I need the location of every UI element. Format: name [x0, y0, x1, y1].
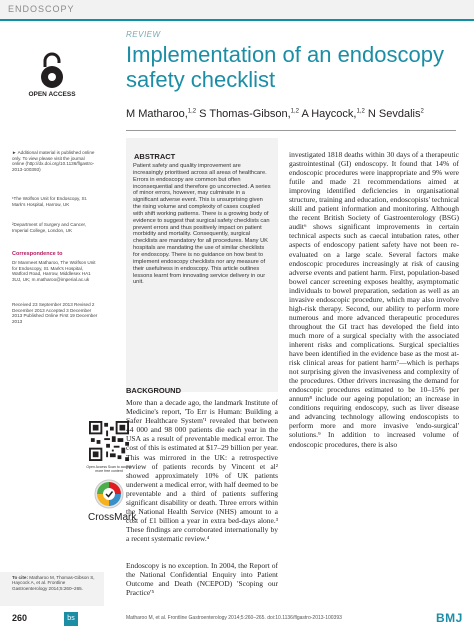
background-heading: BACKGROUND — [126, 386, 181, 395]
author-affiliation: 2 — [420, 108, 424, 115]
author-affiliation: 1,2 — [187, 108, 197, 115]
affiliation-1: ¹The Wolfson Unit for Endoscopy, St. Mark's Hospital, Harrow, UK — [12, 196, 88, 207]
supplementary-note[interactable]: ► Additional material is published online only. To view please visit the journal online (http://dx.doi.org/10.1136/flgastro-2013-100393) — [12, 150, 95, 172]
open-access-label: OPEN ACCESS — [28, 91, 76, 98]
crossmark-icon[interactable] — [94, 479, 124, 509]
citation-text: To cite: Matharoo M, Thomas-Gibson S, Haycock A, et al. Frontline Gastroenterology 2014;5:260–265. — [12, 575, 95, 591]
body-column-2: investigated 1818 deaths within 30 days of a therapeutic gastrointestinal (GI) endoscopy. It found that 14% of endoscopic procedures were inappropriate and 9% were futile and made 21 recommendations aimed at improving identified deficiencies in organisational structure, training and education, endoscopists' technical skill and patient information and monitoring. Although the recent British Society of Gastroenterology (BSG) audit⁶ shows significant improvements in certain technical aspects such as caecal intubation rates, other aspects of endoscopy patient safety have not been re-evaluated on a large scale. Several factors make endoscopic procedures increasingly at risk of causing adverse events and patient harm. First, population-based bowel cancer screening exposes healthy, asymptomatic individuals to bowel preparation, sedation as well as an invasive endoscopic procedure, which may also involve high-risk therapy. Second, our ability to perform more numerous and more advanced therapeutic procedures throughout the GI tract has developed the field into much more of a surgical specialty with the associated inherent risks and complications. Surgical specialties have been identified in the evidence base as the most at-risk clinical areas for patient harm⁷—which is perhaps not surprising given the invasiveness and complexity of the procedures. Other drivers increasing the demand for endoscopic procedures estimated to be 10–15% per annum⁸ include our ageing population; an increase in conditions requiring endoscopy, such as liver disease and advancing technology allowing endoscopists to perform more and more invasive 'endo-surgical' solutions.⁹ In addition to increased volume of endoscopic procedures, there is also — [289, 150, 459, 449]
section-label: ENDOSCOPY — [8, 4, 75, 14]
abstract-text: Patient safety and quality improvement are increasingly prioritised across all areas of healthcare. Errors in endoscopy are common but often inconsequential and therefore go uncorrected. A series of minor errors, however, may culminate in a significant adverse event. This is unsurprising given the rising volume and complexity of cases coupled with shift working patterns. There is a growing body of evidence to suggest that surgical safety checklists can prevent errors and thus positively impact on patient morbidity and mortality. Consequently, surgical checklists are mandatory for all procedures. Many UK hospitals are mandating the use of similar checklists for endoscopy. There is no guidance on how best to implement endoscopy checklists nor any measure of their usefulness in endoscopy. This article outlines lessons learnt from innovating service delivery in our unit. — [133, 163, 271, 286]
author-name: A Haycock, — [299, 108, 357, 120]
citation-box — [0, 572, 104, 606]
author-affiliation: 1,2 — [290, 108, 299, 115]
qr-code-icon[interactable] — [89, 421, 129, 461]
correspondence-title: Correspondence to — [12, 251, 63, 257]
journal-header-bar — [0, 0, 474, 20]
article-title: Implementation of an endoscopy safety checklist — [126, 42, 444, 92]
page-number: 260 — [12, 613, 28, 623]
crossmark-label: CrossMark — [88, 512, 137, 523]
open-access-icon — [38, 51, 66, 89]
abstract-box — [126, 138, 278, 392]
article-type: REVIEW — [126, 30, 161, 39]
page-footer — [0, 611, 474, 632]
author-name: M Matharoo, — [126, 108, 188, 120]
article-dates: Received 23 September 2013 Revised 2 December 2013 Accepted 3 December 2013 Published Online First 19 December 2013 — [12, 302, 98, 324]
correspondence-address: Dr Manmeet Matharoo, The Wolfson Unit for Endoscopy, St. Mark's Hospital, Watford Road, Harrow, Middlesex HA1 3UJ, UK; m.matharoo@imperial.ac.uk — [12, 260, 96, 282]
author-name: S Thomas-Gibson, — [196, 108, 291, 120]
title-divider — [126, 130, 456, 131]
footer-citation: Matharoo M, et al. Frontline Gastroenterology 2014;5:260–265. doi:10.1136/flgastro-2013-100393 — [126, 615, 342, 621]
author-list — [126, 108, 424, 120]
background-paragraph-2: Endoscopy is no exception. In 2004, the Report of the National Confidential Enquiry into Patient Outcome and Death (NCEPOD) 'Scoping our Practice'⁵ — [126, 561, 278, 598]
author-affiliation: 1,2 — [356, 108, 365, 115]
author-name: N Sevdalis — [364, 108, 421, 120]
bmj-logo: BMJ — [436, 611, 463, 625]
affiliation-2: ²Department of Surgery and Cancer, Imperial College, London, UK — [12, 222, 87, 233]
abstract-heading: ABSTRACT — [134, 152, 176, 161]
background-paragraph-1: More than a decade ago, the landmark Institute of Medicine's report, 'To Err is Human: Building a Safer Healthcare System'¹ revealed that between 44 000 and 98 000 patients die each year in the USA as a result of preventable medical error. The cost of this is estimated at $17–29 billion per year. This was mirrored in the UK: a retrospective review of patients records by Vincent et al² showed approximately 10% of UK patients underwent a medical error, with half deemed to be preventable and a third of patients suffering significant disability or death. Three errors within the National Health Service (NHS) amount to a cost of £1 billion a year in extra bed-days alone.³ These findings are corroborated internationally by a recent systematic review.⁴ — [126, 398, 278, 544]
qr-caption: Open Access Scan to access more free content — [86, 465, 132, 473]
bs-logo: bs — [64, 612, 78, 626]
